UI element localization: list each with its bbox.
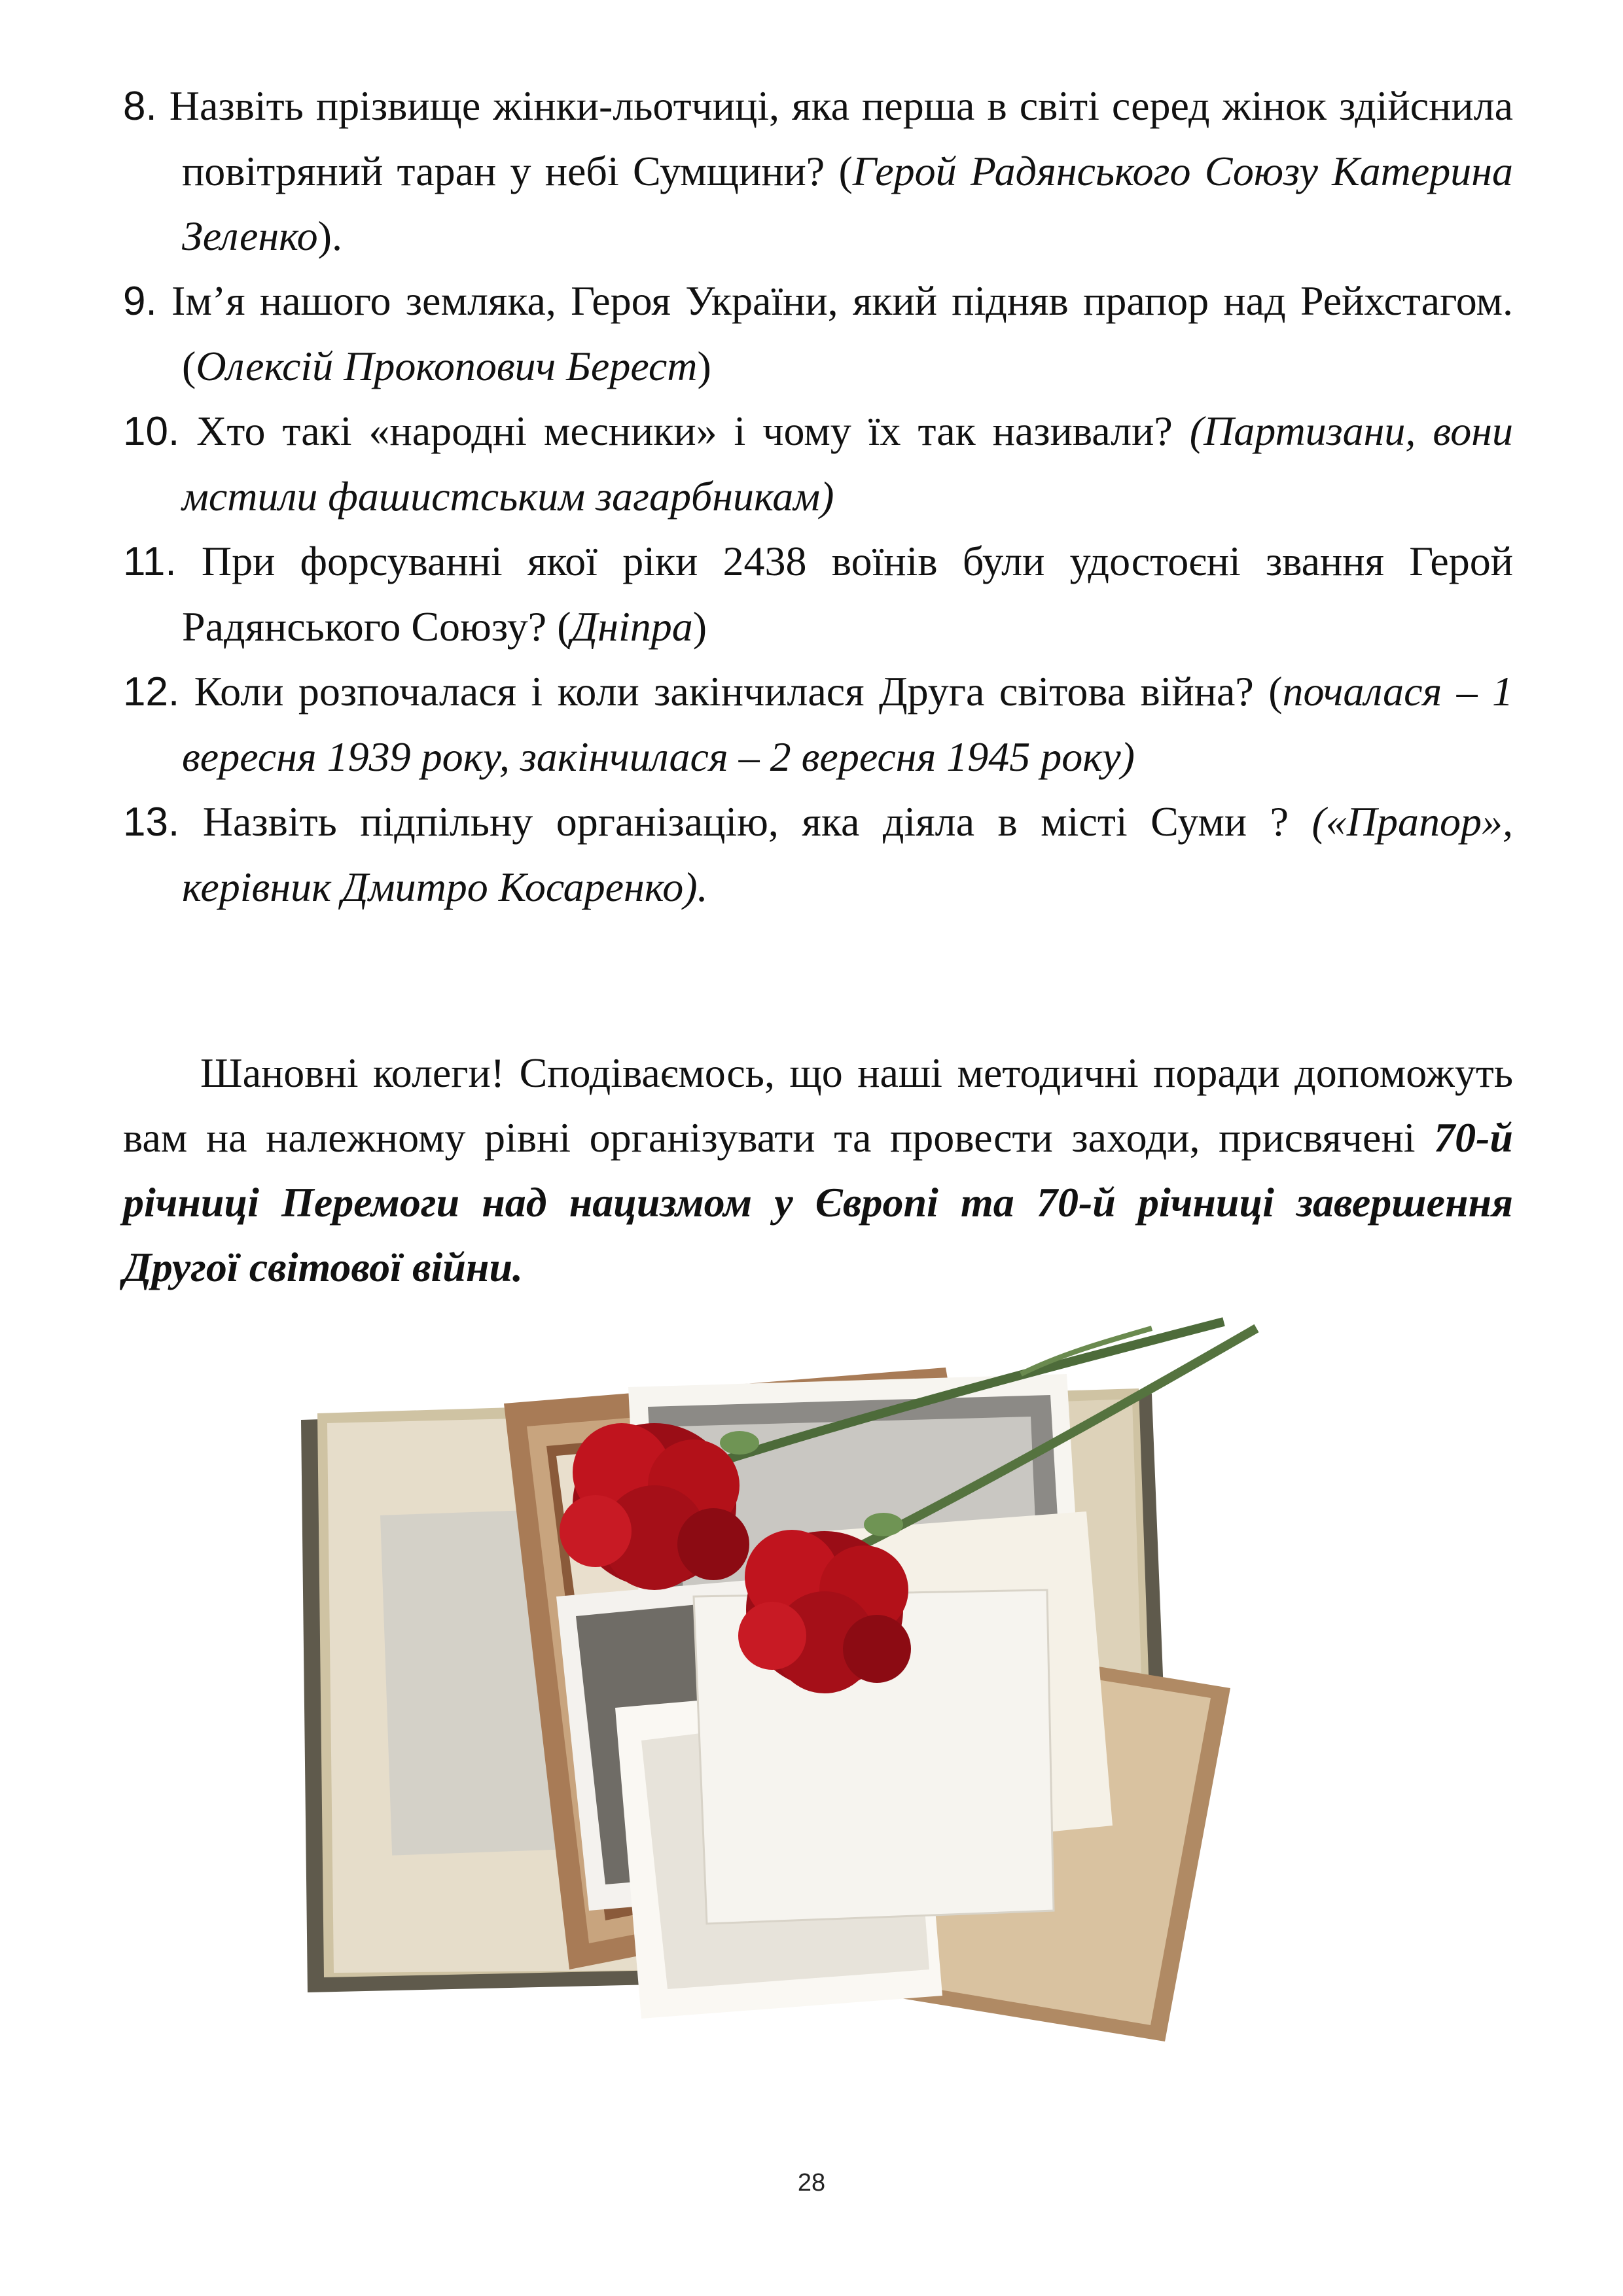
question-answer: (Партизани, вони мстили фашистським загарбникам)	[182, 408, 1514, 520]
question-answer: Герой Радянського Союзу Катерина Зеленко	[182, 148, 1513, 259]
question-text: При форсуванні якої ріки 2438 воїнів були удостоєні звання Герой Радянського Союзу? (	[182, 538, 1514, 650]
question-tail: )	[697, 343, 711, 389]
question-text: Хто такі «народні месники» і чому їх так називали?	[196, 408, 1190, 454]
question-item	[123, 398, 1513, 529]
question-text: Ім’я нашого земляка, Героя України, який підняв прапор над Рейхстагом. (	[171, 277, 1514, 389]
question-item	[123, 73, 1513, 268]
question-tail: )	[692, 603, 707, 650]
question-text: Назвіть прізвище жінки-льотчиці, яка перша в світі серед жінок здійснила повітряний таран у небі Сумщини? (	[169, 82, 1514, 194]
question-answer: Дніпра	[571, 603, 693, 650]
question-tail: ).	[317, 213, 342, 259]
question-number: 10.	[123, 409, 180, 454]
question-item	[123, 268, 1513, 398]
closing-emphasis: 70-й річниці Перемоги над нацизмом у Європі та 70-й річниці завершення Другої світової війни.	[123, 1114, 1513, 1290]
book-photos-carnations-image	[288, 1315, 1309, 2087]
question-number: 11.	[123, 539, 177, 584]
question-item	[123, 789, 1513, 919]
closing-paragraph	[123, 1040, 1513, 1299]
closing-text: Шановні колеги! Сподіваємось, що наші методичні поради допоможуть вам на належному рівні організувати та провести заходи, присвячені	[123, 1050, 1513, 1161]
question-number: 8.	[123, 84, 157, 129]
question-item	[123, 529, 1513, 659]
question-text: Коли розпочалася і коли закінчилася Друга світова війна? (	[194, 668, 1283, 715]
question-number: 12.	[123, 669, 180, 715]
question-answer: («Прапор», керівник Дмитро Косаренко).	[182, 798, 1514, 910]
question-number: 13.	[123, 800, 180, 845]
question-list	[123, 73, 1513, 919]
question-number: 9.	[123, 279, 157, 324]
question-answer: Олексій Прокопович Берест	[196, 343, 698, 389]
page-number: 28	[797, 2169, 826, 2197]
question-answer: почалася – 1 вересня 1939 року, закінчилася – 2 вересня 1945 року)	[182, 668, 1514, 780]
question-text: Назвіть підпільну організацію, яка діяла в місті Суми ?	[202, 798, 1312, 845]
question-item	[123, 659, 1513, 789]
